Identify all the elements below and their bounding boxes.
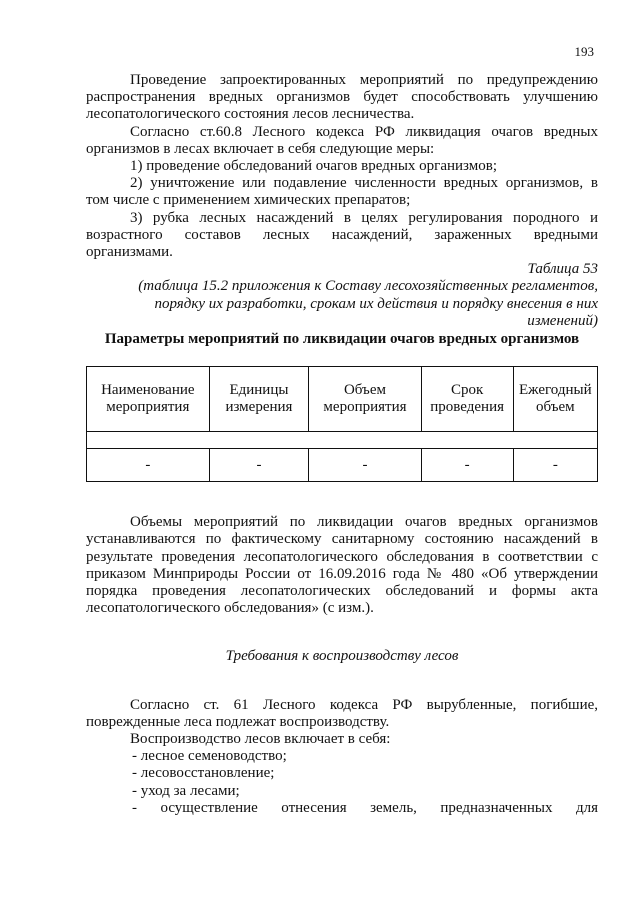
table-cell: - [513, 449, 597, 482]
paragraph-prevention-line2: распространения вредных организмов будет способствовать улучшению [86, 89, 598, 106]
list-item: - осуществление отнесения земель, предназначенных для [132, 799, 598, 816]
table-cell: - [421, 449, 513, 482]
list-item: - лесовосстановление; [132, 765, 275, 782]
header-units: Единицы измерения [209, 367, 309, 432]
measure-3-line3: организмами. [86, 244, 173, 261]
table-reference-line2: порядку их разработки, срокам их действия и порядку внесения в них [154, 295, 598, 312]
reproduction-intro-line2: поврежденные леса подлежат воспроизводству. [86, 713, 390, 730]
table-cell: - [309, 449, 421, 482]
table-cell: - [87, 449, 210, 482]
table-title: Параметры мероприятий по ликвидации очагов вредных организмов [104, 331, 580, 348]
volumes-line5: порядка проведения лесопатологических обследований и формы акта [86, 583, 598, 600]
volumes-line1: Объемы мероприятий по ликвидации очагов вредных организмов [130, 514, 598, 531]
table-reference-line3: изменений) [527, 312, 598, 329]
header-volume: Объем мероприятия [309, 367, 421, 432]
paragraph-article-line2: организмов в лесах включает в себя следующие меры: [86, 140, 435, 157]
measure-3-line2: возрастного составов лесных насаждений, зараженных вредными [86, 226, 598, 243]
volumes-line4: приказом Минприроды России от 16.09.2016 года № 480 «Об утверждении [86, 565, 598, 582]
paragraph-article-line1: Согласно ст.60.8 Лесного кодекса РФ ликвидация очагов вредных [130, 123, 598, 140]
list-item: - лесное семеноводство; [132, 748, 287, 765]
table-header-row [87, 367, 598, 432]
header-name: Наименование мероприятия [87, 367, 210, 432]
reproduction-intro-line1: Согласно ст. 61 Лесного кодекса РФ вырубленные, погибшие, [130, 696, 598, 713]
measure-1: 1) проведение обследований очагов вредных организмов; [130, 158, 497, 175]
header-annual: Ежегодный объем [513, 367, 597, 432]
measure-2-line1: 2) уничтожение или подавление численности вредных организмов, в [130, 175, 598, 192]
table-row [87, 449, 598, 482]
table-blank-row [87, 432, 598, 449]
measures-table [86, 366, 598, 482]
list-item: - уход за лесами; [132, 782, 240, 799]
document-body [86, 72, 598, 817]
section-title: Требования к воспроизводству лесов [225, 648, 459, 665]
table-cell: - [209, 449, 309, 482]
volumes-line6: лесопатологического обследования» (с изм.). [86, 600, 374, 617]
volumes-line3: результате проведения лесопатологического обследования в соответствии с [86, 548, 598, 565]
table-number: Таблица 53 [527, 261, 598, 278]
volumes-line2: устанавливаются по фактическому санитарному состоянию насаждений в [86, 531, 598, 548]
measure-3-line1: 3) рубка лесных насаждений в целях регулирования породного и [130, 209, 598, 226]
paragraph-prevention-line1: Проведение запроектированных мероприятий по предупреждению [130, 72, 598, 88]
table-reference-line1: (таблица 15.2 приложения к Составу лесохозяйственных регламентов, [138, 278, 598, 295]
table-blank-cell [87, 432, 598, 449]
measure-2-line2: том числе с применением химических препаратов; [86, 192, 411, 209]
page-number: 193 [574, 44, 594, 59]
paragraph-prevention-line3: лесопатологического состояния лесов лесничества. [86, 106, 415, 123]
reproduction-includes: Воспроизводство лесов включает в себя: [130, 731, 391, 748]
header-term: Срок проведения [421, 367, 513, 432]
